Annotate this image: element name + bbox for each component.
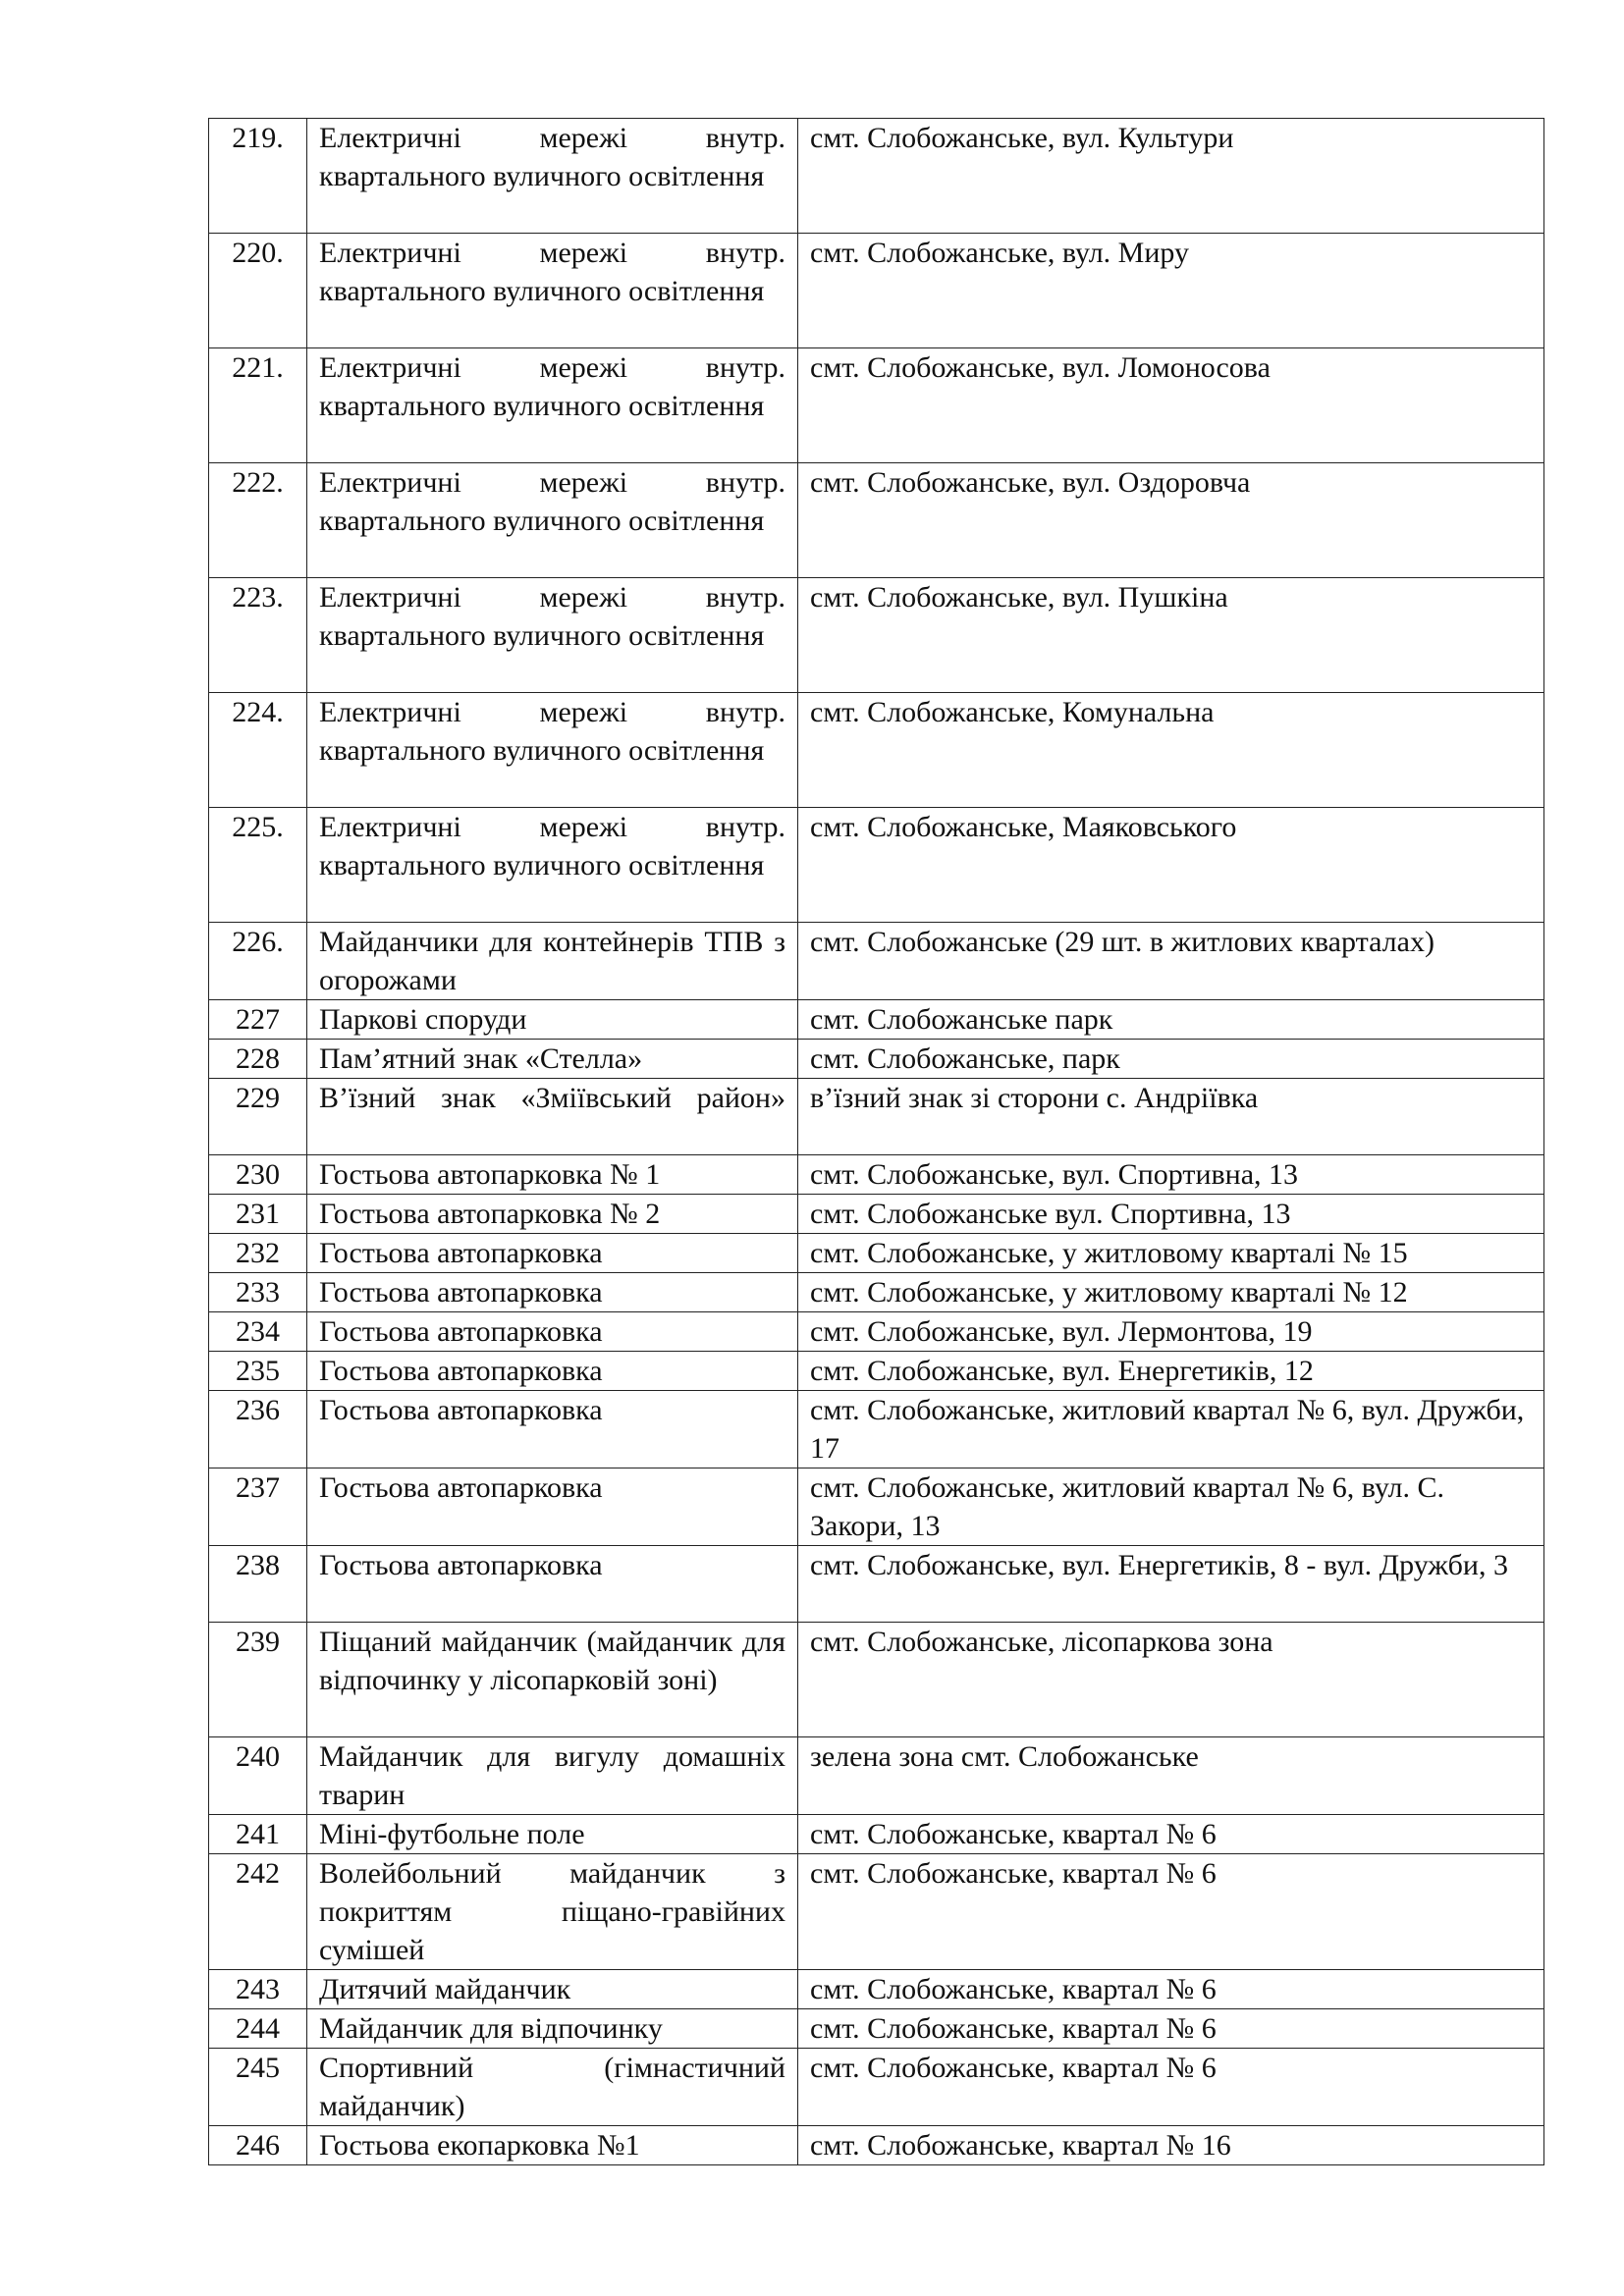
row-number: 224. bbox=[209, 693, 307, 808]
row-number: 239 bbox=[209, 1623, 307, 1737]
row-number: 237 bbox=[209, 1468, 307, 1546]
object-name: Гостьова автопарковка bbox=[307, 1273, 798, 1312]
object-name: Паркові споруди bbox=[307, 1000, 798, 1040]
object-name: Гостьова автопарковка bbox=[307, 1468, 798, 1546]
row-number: 229 bbox=[209, 1079, 307, 1155]
object-address: смт. Слобожанське, Маяковського bbox=[798, 808, 1544, 923]
object-address: смт. Слобожанське, вул. Пушкіна bbox=[798, 578, 1544, 693]
row-number: 219. bbox=[209, 119, 307, 234]
object-name: Гостьова автопарковка bbox=[307, 1546, 798, 1623]
row-number: 241 bbox=[209, 1815, 307, 1854]
object-address: смт. Слобожанське, вул. Спортивна, 13 bbox=[798, 1155, 1544, 1195]
object-name: Спортивний (гімнастичний майданчик) bbox=[307, 2049, 798, 2126]
table-row bbox=[209, 348, 1544, 463]
table-row bbox=[209, 1312, 1544, 1352]
table-row bbox=[209, 578, 1544, 693]
table-row bbox=[209, 1468, 1544, 1546]
object-name: Електричні мережі внутр. квартального вуличного освітлення bbox=[307, 234, 798, 348]
object-name: Електричні мережі внутр. квартального вуличного освітлення bbox=[307, 348, 798, 463]
object-address: смт. Слобожанське, вул. Оздоровча bbox=[798, 463, 1544, 578]
row-number: 227 bbox=[209, 1000, 307, 1040]
object-name: Міні-футбольне поле bbox=[307, 1815, 798, 1854]
row-number: 230 bbox=[209, 1155, 307, 1195]
object-name: Електричні мережі внутр. квартального вуличного освітлення bbox=[307, 119, 798, 234]
table-row bbox=[209, 923, 1544, 1000]
row-number: 240 bbox=[209, 1737, 307, 1815]
table-row bbox=[209, 1737, 1544, 1815]
row-number: 231 bbox=[209, 1195, 307, 1234]
table-row bbox=[209, 693, 1544, 808]
row-number: 226. bbox=[209, 923, 307, 1000]
table-row bbox=[209, 1195, 1544, 1234]
table-row bbox=[209, 1273, 1544, 1312]
table-row bbox=[209, 1623, 1544, 1737]
object-address: смт. Слобожанське, житловий квартал № 6, вул. Дружби, 17 bbox=[798, 1391, 1544, 1468]
object-name: Майданчики для контейнерів ТПВ з огорожами bbox=[307, 923, 798, 1000]
table-row bbox=[209, 1234, 1544, 1273]
table-row bbox=[209, 1040, 1544, 1079]
table-row bbox=[209, 1815, 1544, 1854]
object-address: смт. Слобожанське, квартал № 6 bbox=[798, 1815, 1544, 1854]
row-number: 243 bbox=[209, 1970, 307, 2009]
table-row bbox=[209, 2049, 1544, 2126]
table-row bbox=[209, 808, 1544, 923]
row-number: 220. bbox=[209, 234, 307, 348]
row-number: 228 bbox=[209, 1040, 307, 1079]
object-name: Електричні мережі внутр. квартального вуличного освітлення bbox=[307, 578, 798, 693]
table-body bbox=[209, 119, 1544, 2165]
object-name: Піщаний майданчик (майданчик для відпочинку у лісопарковій зоні) bbox=[307, 1623, 798, 1737]
row-number: 225. bbox=[209, 808, 307, 923]
table-row bbox=[209, 2009, 1544, 2049]
object-address: смт. Слобожанське (29 шт. в житлових кварталах) bbox=[798, 923, 1544, 1000]
row-number: 236 bbox=[209, 1391, 307, 1468]
table-row bbox=[209, 1854, 1544, 1970]
object-address: смт. Слобожанське, вул. Енергетиків, 12 bbox=[798, 1352, 1544, 1391]
object-name: Дитячий майданчик bbox=[307, 1970, 798, 2009]
row-number: 221. bbox=[209, 348, 307, 463]
object-address: смт. Слобожанське вул. Спортивна, 13 bbox=[798, 1195, 1544, 1234]
row-number: 223. bbox=[209, 578, 307, 693]
object-address: смт. Слобожанське, у житловому кварталі № 15 bbox=[798, 1234, 1544, 1273]
row-number: 238 bbox=[209, 1546, 307, 1623]
object-name: Гостьова екопарковка №1 bbox=[307, 2126, 798, 2165]
object-name: Гостьова автопарковка № 2 bbox=[307, 1195, 798, 1234]
infrastructure-table bbox=[208, 118, 1544, 2165]
object-address: смт. Слобожанське, вул. Культури bbox=[798, 119, 1544, 234]
row-number: 222. bbox=[209, 463, 307, 578]
object-name: Електричні мережі внутр. квартального вуличного освітлення bbox=[307, 463, 798, 578]
object-address: смт. Слобожанське, квартал № 6 bbox=[798, 2049, 1544, 2126]
table-row bbox=[209, 1546, 1544, 1623]
object-address: смт. Слобожанське, лісопаркова зона bbox=[798, 1623, 1544, 1737]
object-address: смт. Слобожанське, квартал № 6 bbox=[798, 1854, 1544, 1970]
object-address: смт. Слобожанське, житловий квартал № 6, вул. С. Закори, 13 bbox=[798, 1468, 1544, 1546]
object-address: смт. Слобожанське, у житловому кварталі № 12 bbox=[798, 1273, 1544, 1312]
table-row bbox=[209, 1155, 1544, 1195]
object-name: Гостьова автопарковка bbox=[307, 1352, 798, 1391]
object-address: смт. Слобожанське, парк bbox=[798, 1040, 1544, 1079]
object-name: Гостьова автопарковка bbox=[307, 1234, 798, 1273]
row-number: 232 bbox=[209, 1234, 307, 1273]
object-name: Майданчик для відпочинку bbox=[307, 2009, 798, 2049]
object-address: смт. Слобожанське, вул. Лермонтова, 19 bbox=[798, 1312, 1544, 1352]
object-name: Електричні мережі внутр. квартального вуличного освітлення bbox=[307, 808, 798, 923]
object-name: Гостьова автопарковка bbox=[307, 1391, 798, 1468]
row-number: 234 bbox=[209, 1312, 307, 1352]
row-number: 245 bbox=[209, 2049, 307, 2126]
object-address: смт. Слобожанське, Комунальна bbox=[798, 693, 1544, 808]
object-name: Гостьова автопарковка bbox=[307, 1312, 798, 1352]
table-row bbox=[209, 119, 1544, 234]
table-row bbox=[209, 1352, 1544, 1391]
row-number: 235 bbox=[209, 1352, 307, 1391]
table-row bbox=[209, 1970, 1544, 2009]
object-name: Гостьова автопарковка № 1 bbox=[307, 1155, 798, 1195]
object-address: смт. Слобожанське, квартал № 6 bbox=[798, 1970, 1544, 2009]
row-number: 246 bbox=[209, 2126, 307, 2165]
table-row bbox=[209, 234, 1544, 348]
object-address: смт. Слобожанське парк bbox=[798, 1000, 1544, 1040]
object-name: В’їзний знак «Зміївський район» bbox=[307, 1079, 798, 1155]
object-address: смт. Слобожанське, квартал № 6 bbox=[798, 2009, 1544, 2049]
table-row bbox=[209, 1391, 1544, 1468]
object-name: Майданчик для вигулу домашніх тварин bbox=[307, 1737, 798, 1815]
object-address: смт. Слобожанське, вул. Миру bbox=[798, 234, 1544, 348]
object-address: смт. Слобожанське, квартал № 16 bbox=[798, 2126, 1544, 2165]
row-number: 244 bbox=[209, 2009, 307, 2049]
object-name: Волейбольний майданчик з покриттям піщано-гравійних сумішей bbox=[307, 1854, 798, 1970]
object-name: Пам’ятний знак «Стелла» bbox=[307, 1040, 798, 1079]
table-row bbox=[209, 463, 1544, 578]
object-name: Електричні мережі внутр. квартального вуличного освітлення bbox=[307, 693, 798, 808]
row-number: 233 bbox=[209, 1273, 307, 1312]
table-row bbox=[209, 1079, 1544, 1155]
table-row bbox=[209, 2126, 1544, 2165]
object-address: смт. Слобожанське, вул. Ломоносова bbox=[798, 348, 1544, 463]
table-row bbox=[209, 1000, 1544, 1040]
object-address: в’їзний знак зі сторони с. Андріївка bbox=[798, 1079, 1544, 1155]
row-number: 242 bbox=[209, 1854, 307, 1970]
object-address: смт. Слобожанське, вул. Енергетиків, 8 - вул. Дружби, 3 bbox=[798, 1546, 1544, 1623]
object-address: зелена зона смт. Слобожанське bbox=[798, 1737, 1544, 1815]
